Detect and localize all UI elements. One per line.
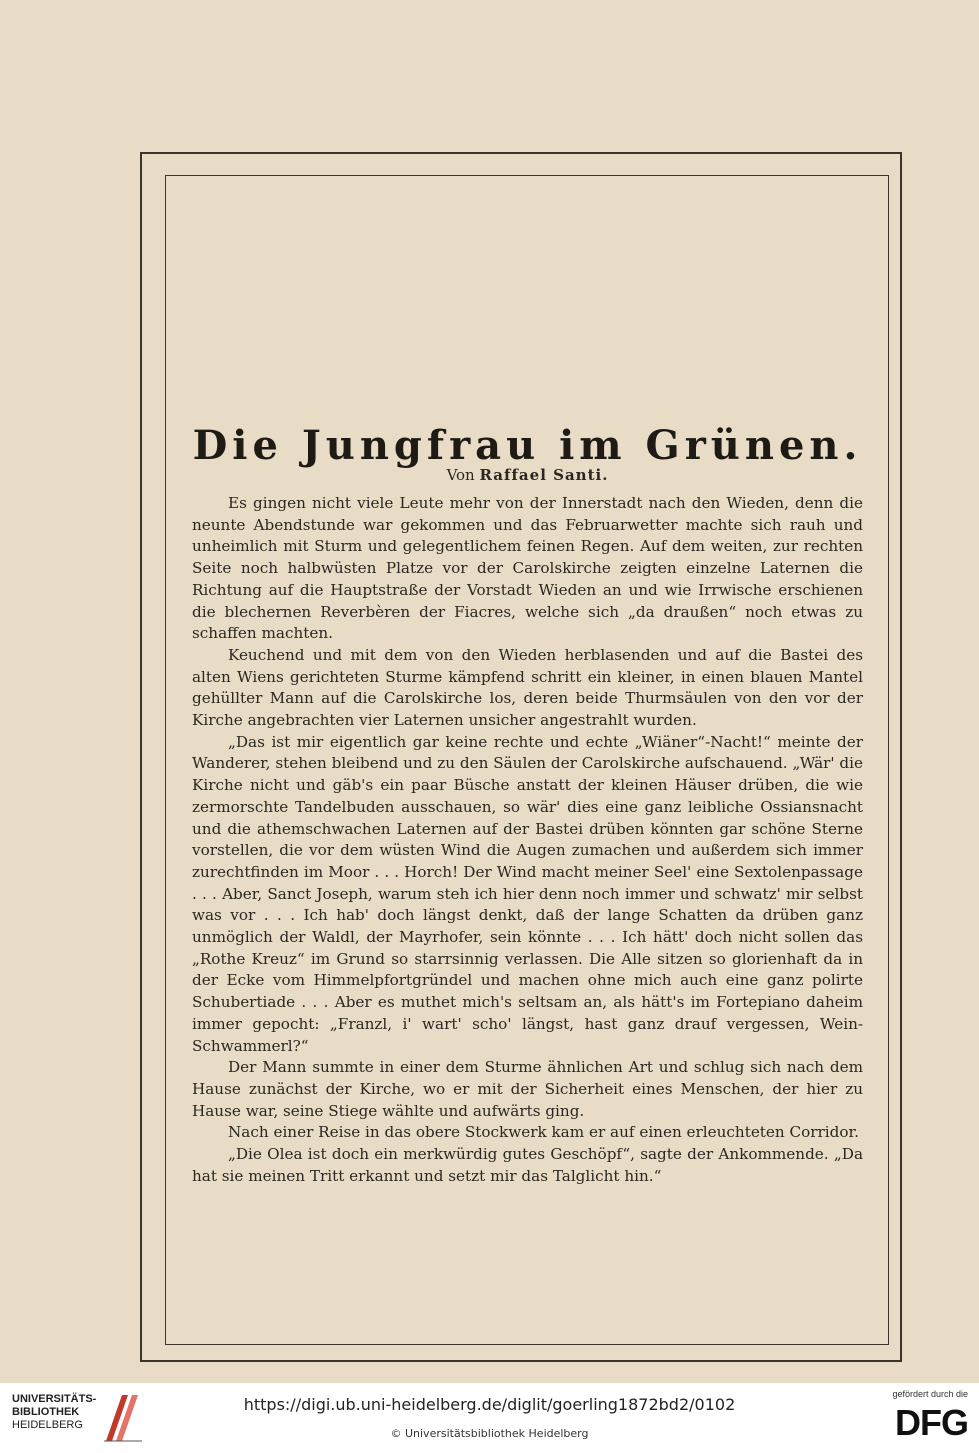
- article-body: [192, 493, 863, 1188]
- paragraph-4: Der Mann summte in einer dem Sturme ähnlichen Art und schlug sich nach dem Hause zunächst der Kirche, wo er mit der Sicherheit eines Menschen, der hier zu Hause war, seine Stiege wählte und aufwärts ging.: [192, 1058, 863, 1120]
- library-name: [12, 1393, 96, 1432]
- library-name-line2: BIBLIOTHEK: [12, 1406, 80, 1418]
- viewer-footer: [0, 1383, 979, 1453]
- author-name: Raffael Santi.: [479, 466, 609, 484]
- library-emblem-icon: [102, 1391, 144, 1443]
- dfg-logo-icon: DFG: [895, 1402, 968, 1443]
- library-logo[interactable]: [12, 1391, 152, 1445]
- copyright-notice: © Universitätsbibliothek Heidelberg: [390, 1427, 589, 1440]
- funder-logo[interactable]: [868, 1389, 968, 1449]
- funder-caption: gefördert durch die: [892, 1389, 968, 1399]
- permalink-url[interactable]: https://digi.ub.uni-heidelberg.de/diglit/goerling1872bd2/0102: [243, 1395, 736, 1414]
- paragraph-5: Nach einer Reise in das obere Stockwerk kam er auf einen erleuchteten Corridor.: [228, 1123, 859, 1142]
- byline-prefix: Von: [446, 466, 475, 484]
- article-byline: [192, 466, 863, 484]
- paragraph-3: „Das ist mir eigentlich gar keine rechte und echte „Wiäner“-Nacht!“ meinte der Wanderer, stehen bleibend und zu den Säulen der Carolskirche aufschauend. „Wär' die Kirche nicht und gäb's ein paar Büsche anstatt der kleinen Häuser drüben, die wie zermorschte Tandelbuden ausschauen, so wär' dies eine ganz leibliche Ossiansnacht und die athemschwachen Laternen auf der Bastei drüben könnten gar schöne Sterne vorstellen, die vor dem wüsten Wind die Augen zumachen und außerdem sich immer zurechtfinden im Moor . . . Horch! Der Wind macht meiner Seel' eine Sextolenpassage . . . Aber, Sanct Joseph, warum steh ich hier denn noch immer und schwatz' mir selbst was vor . . . Ich hab' doch längst denkt, daß der lange Schatten da drüben ganz unmöglich der Waldl, der Mayrhofer, sein könnte . . . Ich hätt' doch nicht sollen das „Rothe Kreuz“ im Grund so starrsinnig verlassen. Die Alle sitzen so glorienhaft da in der Ecke vom Himmelpfortgründel und machen ohne mich auch eine ganz polirte Schubertiade . . . Aber es muthet mich's seltsam an, als hätt's im Fortepiano daheim immer gepocht: „Franzl, i' wart' scho' längst, hast ganz drauf vergessen, Wein-Schwammerl?“: [192, 732, 863, 1055]
- paragraph-2: Keuchend und mit dem von den Wieden herblasenden und auf die Bastei des alten Wiens gerichteten Sturme kämpfend schritt ein kleiner, in einen blauen Mantel gehüllter Mann auf die Carolskirche los, deren beide Thurmsäulen von den vor der Kirche angebrachten vier Laternen unsicher angestrahlt wurden.: [192, 645, 863, 730]
- library-name-line3: HEIDELBERG: [12, 1419, 83, 1431]
- paragraph-6: „Die Olea ist doch ein merkwürdig gutes Geschöpf“, sagte der Ankommende. „Da hat sie meinen Tritt erkannt und setzt mir das Talglicht hin.“: [192, 1145, 863, 1185]
- library-name-line1: UNIVERSITÄTS-: [12, 1393, 97, 1405]
- article-title: Die Jungfrau im Grünen.: [192, 422, 863, 469]
- paragraph-1: Es gingen nicht viele Leute mehr von der Innerstadt nach den Wieden, denn die neunte Abendstunde war gekommen und das Februarwetter machte sich rauh und unheimlich mit Sturm und gelegentlichem feinen Regen. Auf dem weiten, zur rechten Seite noch halbwüsten Platze vor der Carolskirche zeigten einzelne Laternen die Richtung auf die Hauptstraße der Vorstadt Wieden an und wie Irrwische erschienen die blechernen Reverbèren der Fiacres, welche sich „da draußen“ noch etwas zu schaffen machten.: [192, 494, 863, 643]
